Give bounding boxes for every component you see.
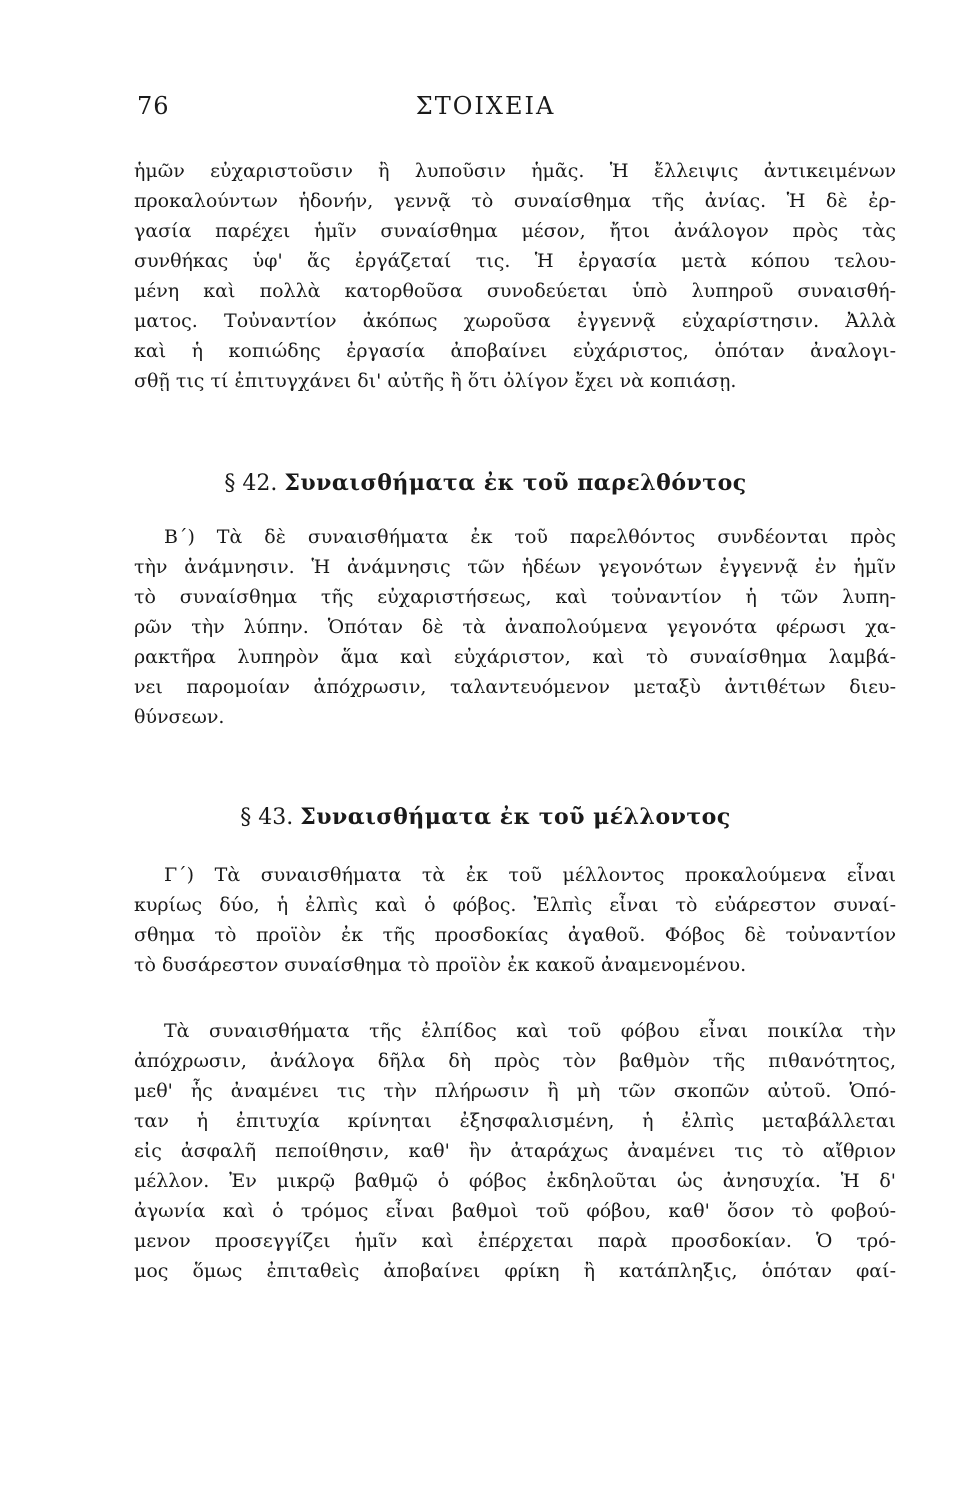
text-line: ἀπόχρωσιν, ἀνάλογα δῆλα δὴ πρὸς τὸν βαθμὸν τῆς πιθανότητος, [134, 1050, 896, 1072]
section-number: § 42. [224, 471, 278, 496]
paragraph-hope-and-fear [134, 1016, 896, 1286]
text-line: σθημα τὸ προϊὸν ἐκ τῆς προσδοκίας ἀγαθοῦ. Φόβος δὲ τοὐναντίον [134, 924, 896, 946]
text-line: σθῇ τις τί ἐπιτυγχάνει δι' αὐτῆς ἢ ὅτι ὀλίγον ἔχει νὰ κοπιάσῃ. [134, 370, 737, 392]
running-title: ΣΤΟΙΧΕΙΑ [415, 92, 556, 120]
paragraph-continuation [134, 156, 896, 396]
text-line: τὴν ἀνάμνησιν. Ἡ ἀνάμνησις τῶν ἡδέων γεγονότων ἐγγεννᾷ ἐν ἡμῖν [134, 556, 896, 578]
text-line: Τὰ συναισθήματα τῆς ἐλπίδος καὶ τοῦ φόβου εἶναι ποικίλα τὴν [164, 1020, 896, 1042]
text-line: ματος. Τοὐναντίον ἀκόπως χωροῦσα ἐγγεννᾷ εὐχαρίστησιν. Ἀλλὰ [134, 310, 896, 332]
text-line: ρῶν τὴν λύπην. Ὁπόταν δὲ τὰ ἀναπολούμενα γεγονότα φέρωσι χα- [134, 616, 896, 638]
paragraph-future-feelings [134, 860, 896, 980]
section-title: Συναισθήματα ἐκ τοῦ μέλλοντος [300, 804, 731, 830]
text-line: ἡμῶν εὐχαριστοῦσιν ἢ λυποῦσιν ἡμᾶς. Ἡ ἔλλειψις ἀντικειμένων [134, 160, 896, 182]
section-heading-43 [0, 800, 971, 834]
text-line: τὸ συναίσθημα τῆς εὐχαριστήσεως, καὶ τοὐναντίον ἡ τῶν λυπη- [134, 586, 896, 608]
text-line: θύνσεων. [134, 706, 225, 728]
text-line: εἰς ἀσφαλῆ πεποίθησιν, καθ' ἣν ἀταράχως ἀναμένει τις τὸ αἴθριον [134, 1140, 896, 1162]
text-line: μος ὅμως ἐπιταθεὶς ἀποβαίνει φρίκη ἢ κατάπληξις, ὁπόταν φαί- [134, 1260, 896, 1282]
text-line: μεθ' ἧς ἀναμένει τις τὴν πλήρωσιν ἢ μὴ τῶν σκοπῶν αὐτοῦ. Ὁπό- [134, 1080, 896, 1102]
running-head [0, 92, 971, 126]
text-line: μενον προσεγγίζει ἡμῖν καὶ ἐπέρχεται παρὰ προσδοκίαν. Ὁ τρό- [134, 1230, 896, 1252]
text-line: Γ΄) Τὰ συναισθήματα τὰ ἐκ τοῦ μέλλοντος προκαλούμενα εἶναι [164, 864, 896, 886]
section-number: § 43. [240, 805, 294, 830]
text-line: κυρίως δύο, ἡ ἐλπὶς καὶ ὁ φόβος. Ἐλπὶς εἶναι τὸ εὐάρεστον συναί- [134, 894, 896, 916]
text-line: καὶ ἡ κοπιώδης ἐργασία ἀποβαίνει εὐχάριστος, ὁπόταν ἀναλογι- [134, 340, 896, 362]
text-line: ἀγωνία καὶ ὁ τρόμος εἶναι βαθμοὶ τοῦ φόβου, καθ' ὅσον τὸ φοβού- [134, 1200, 896, 1222]
section-heading-42 [0, 466, 971, 500]
text-line: προκαλούντων ἡδονήν, γεννᾷ τὸ συναίσθημα τῆς ἀνίας. Ἡ δὲ ἐρ- [134, 190, 896, 212]
paragraph-past-feelings [134, 522, 896, 732]
page-number: 76 [137, 92, 170, 120]
text-line: συνθήκας ὑφ' ἅς ἐργάζεταί τις. Ἡ ἐργασία μετὰ κόπου τελου- [134, 250, 896, 272]
section-title: Συναισθήματα ἐκ τοῦ παρελθόντος [284, 470, 747, 496]
text-line: τὸ δυσάρεστον συναίσθημα τὸ προϊὸν ἐκ κακοῦ ἀναμενομένου. [134, 954, 747, 976]
text-line: Β΄) Τὰ δὲ συναισθήματα ἐκ τοῦ παρελθόντος συνδέονται πρὸς [164, 526, 896, 548]
text-line: νει παρομοίαν ἀπόχρωσιν, ταλαντευόμενον μεταξὺ ἀντιθέτων διευ- [134, 676, 896, 698]
text-line: μέλλον. Ἐν μικρῷ βαθμῷ ὁ φόβος ἐκδηλοῦται ὡς ἀνησυχία. Ἡ δ' [134, 1170, 896, 1192]
text-line: ρακτῆρα λυπηρὸν ἅμα καὶ εὐχάριστον, καὶ τὸ συναίσθημα λαμβά- [134, 646, 896, 668]
text-line: ταν ἡ ἐπιτυχία κρίνηται ἐξησφαλισμένη, ἡ ἐλπὶς μεταβάλλεται [134, 1110, 896, 1132]
text-line: γασία παρέχει ἡμῖν συναίσθημα μέσον, ἤτοι ἀνάλογον πρὸς τὰς [134, 220, 896, 242]
text-line: μένη καὶ πολλὰ κατορθοῦσα συνοδεύεται ὑπὸ λυπηροῦ συναισθή- [134, 280, 896, 302]
